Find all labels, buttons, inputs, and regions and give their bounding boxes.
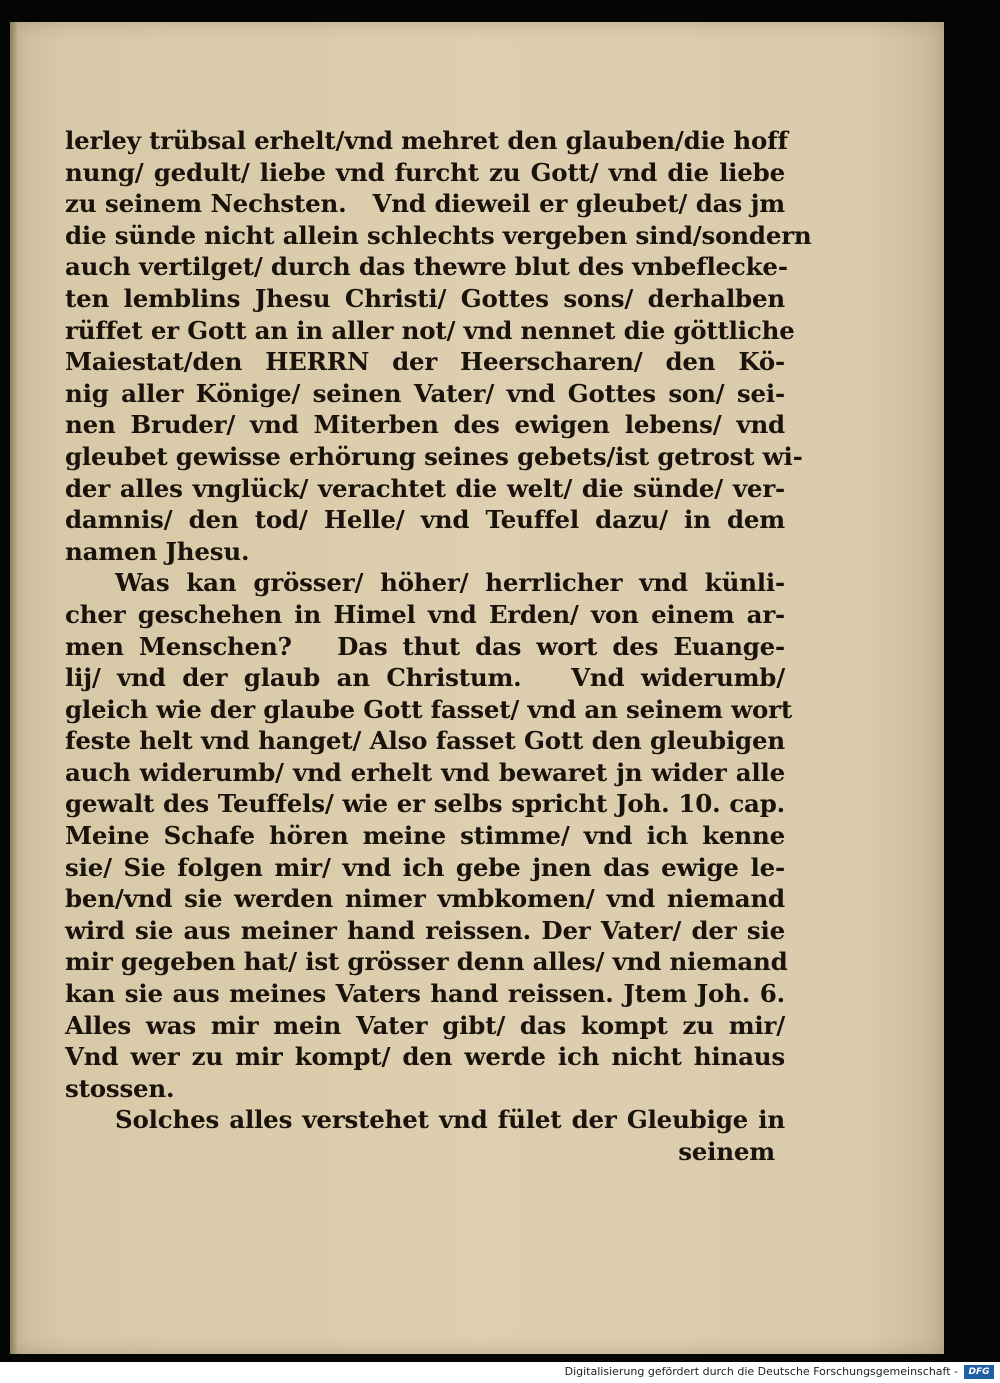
footer-bar — [0, 1362, 1000, 1383]
text-line: damnis/ den tod/ Helle/ vnd Teuffel dazu/ in dem — [65, 505, 785, 535]
text-line: mir gegeben hat/ ist grösser denn alles/ vnd niemand — [65, 947, 788, 977]
text-line: die sünde nicht allein schlechts vergeben sind/sondern — [65, 220, 812, 250]
text-line: Solches alles verstehet vnd fület der Gleubige in — [115, 1105, 785, 1135]
text-line: ben/vnd sie werden nimer vmbkomen/ vnd niemand — [65, 884, 785, 914]
text-line: gleubet gewisse erhörung seines gebets/ist getrost wi- — [65, 441, 803, 471]
text-line: Vnd wer zu mir kompt/ den werde ich nicht hinaus — [65, 1042, 785, 1072]
text-line: lerley trübsal erhelt/vnd mehret den glauben/die hoff — [65, 126, 788, 155]
text-line: feste helt vnd hanget/ Also fasset Gott den gleubigen — [65, 726, 785, 756]
text-line: wird sie aus meiner hand reissen. Der Vater/ der sie — [65, 915, 785, 945]
text-line: ten lemblins Jhesu Christi/ Gottes sons/ derhalben — [65, 283, 785, 313]
text-line: stossen. — [65, 1073, 175, 1103]
text-line: Was kan grösser/ höher/ herrlicher vnd künli- — [115, 568, 785, 598]
text-line: gleich wie der glaube Gott fasset/ vnd an seinem wort — [65, 694, 792, 724]
text-line: Maiestat/den HERRN der Heerscharen/ den Kö- — [65, 347, 785, 377]
text-line: gewalt des Teuffels/ wie er selbs spricht Joh. 10. cap. — [65, 789, 785, 819]
text-line: auch vertilget/ durch das thewre blut des vnbeflecke- — [65, 252, 788, 282]
text-line: sie/ Sie folgen mir/ vnd ich gebe jnen das ewige le- — [65, 852, 785, 882]
text-line: namen Jhesu. — [65, 536, 250, 566]
text-line: zu seinem Nechsten. Vnd dieweil er gleubet/ das jm — [65, 189, 785, 219]
text-line: cher geschehen in Himel vnd Erden/ von einem ar- — [65, 599, 785, 629]
dfg-logo-icon: DFG — [964, 1365, 994, 1379]
book-page — [10, 22, 944, 1354]
text-line: auch widerumb/ vnd erhelt vnd bewaret jn wider alle — [65, 757, 785, 787]
text-line: Meine Schafe hören meine stimme/ vnd ich kenne — [65, 821, 785, 851]
page-text — [65, 125, 812, 1168]
catchword: seinem — [678, 1137, 775, 1166]
text-line: nig aller Könige/ seinen Vater/ vnd Gottes son/ sei- — [65, 378, 785, 408]
text-line: kan sie aus meines Vaters hand reissen. Jtem Joh. 6. — [65, 979, 785, 1009]
text-line: nung/ gedult/ liebe vnd furcht zu Gott/ vnd die liebe — [65, 157, 785, 187]
text-line: der alles vnglück/ verachtet die welt/ die sünde/ ver- — [65, 473, 785, 503]
page-edge — [10, 22, 18, 1354]
text-line: nen Bruder/ vnd Miterben des ewigen lebens/ vnd — [65, 410, 785, 440]
text-line: men Menschen? Das thut das wort des Euange- — [65, 631, 785, 661]
text-line: lij/ vnd der glaub an Christum. Vnd widerumb/ — [65, 663, 785, 693]
text-line: Alles was mir mein Vater gibt/ das kompt zu mir/ — [65, 1010, 785, 1040]
text-line: rüffet er Gott an in aller not/ vnd nennet die göttliche — [65, 315, 795, 345]
funding-notice: Digitalisierung gefördert durch die Deutsche Forschungsgemeinschaft - — [564, 1365, 958, 1378]
